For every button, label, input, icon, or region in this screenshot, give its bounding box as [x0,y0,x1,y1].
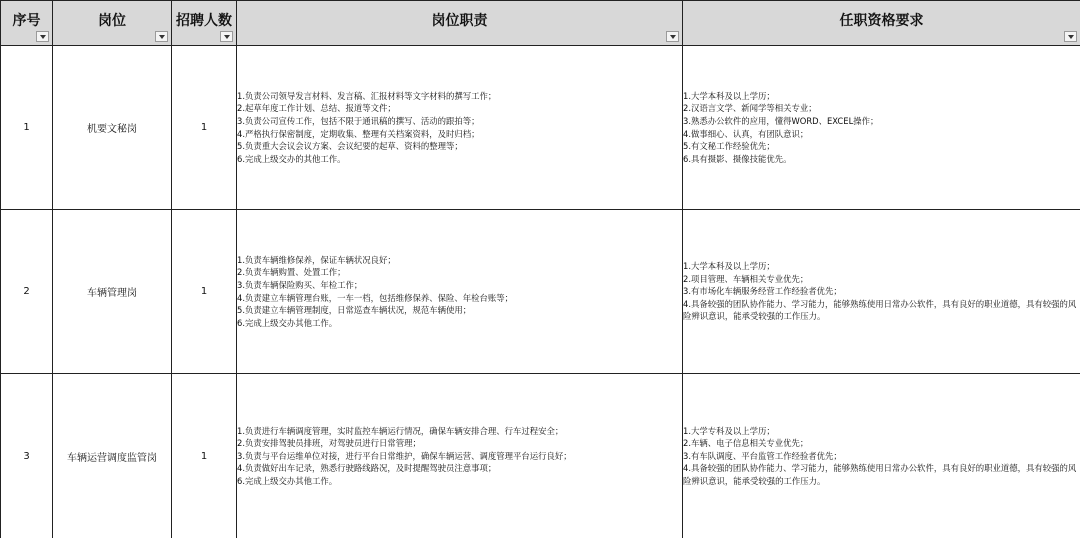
requirement-line: 2.项目管理、车辆相关专业优先； [683,273,809,284]
duty-line: 4.负责建立车辆管理台账，一车一档，包括维修保养、保险、年检台账等； [237,292,513,303]
chevron-down-icon [1068,35,1074,39]
cell-seq[interactable]: 2 [1,210,53,374]
requirement-line: 1.大学专科及以上学历； [683,425,775,436]
column-header-position[interactable] [53,1,172,46]
cell-requirements[interactable] [683,46,1080,210]
cell-requirements[interactable] [683,374,1080,538]
cell-count[interactable]: 1 [172,210,237,374]
requirement-line: 2.车辆、电子信息相关专业优先； [683,438,809,449]
cell-position[interactable]: 车辆管理岗 [53,210,172,374]
column-header-label: 任职资格要求 [839,13,924,29]
column-header-requirements[interactable] [683,1,1080,46]
chevron-down-icon [224,35,230,39]
chevron-down-icon [670,35,676,39]
requirement-line: 2.汉语言文学、新闻学等相关专业； [683,103,817,114]
duty-line: 3.负责车辆保险购买、年检工作； [237,279,363,290]
duty-line: 2.负责车辆购置、处置工作； [237,267,346,278]
cell-position[interactable]: 机要文秘岗 [53,46,172,210]
duty-line: 5.负责重大会议会议方案、会议纪要的起草、资料的整理等； [237,141,463,152]
cell-duties[interactable] [237,46,683,210]
header-row [1,1,1080,46]
duty-line: 2.起草年度工作计划、总结、报道等文件； [237,103,396,114]
table-row [1,210,1080,374]
requirement-line: 3.熟悉办公软件的应用，懂得WORD、EXCEL操作； [683,115,879,126]
table-row [1,374,1080,538]
cell-seq[interactable]: 1 [1,46,53,210]
cell-count[interactable]: 1 [172,374,237,538]
duty-line: 3.负责与平台运维单位对接，进行平台日常维护，确保车辆运营、调度管理平台运行良好； [237,450,572,461]
filter-dropdown-button[interactable] [36,31,49,42]
duty-line: 1.负责车辆维修保养，保证车辆状况良好； [237,254,396,265]
cell-count[interactable]: 1 [172,46,237,210]
duty-line: 4.严格执行保密制度，定期收集、整理有关档案资料，及时归档； [237,128,480,139]
duty-line: 6.完成上级交办其他工作。 [237,317,338,328]
requirement-line: 4.具备较强的团队协作能力、学习能力，能够熟练使用日常办公软件，具有良好的职业道德，具有较强的风险辨识意识，能承受较强的工作压力。 [683,298,1077,322]
duty-line: 4.负责做好出车记录，熟悉行驶路线路况，及时提醒驾驶员注意事项； [237,463,497,474]
requirement-line: 3.有车队调度、平台监管工作经验者优先； [683,450,842,461]
requirement-line: 5.有文秘工作经验优先； [683,141,775,152]
column-header-label: 岗位职责 [431,13,488,29]
cell-position[interactable]: 车辆运营调度监管岗 [53,374,172,538]
filter-dropdown-button[interactable] [1064,31,1077,42]
filter-dropdown-button[interactable] [220,31,233,42]
chevron-down-icon [40,35,46,39]
duty-line: 6.完成上级交办的其他工作。 [237,153,346,164]
duty-line: 1.负责进行车辆调度管理，实时监控车辆运行情况，确保车辆安排合理、行车过程安全； [237,425,564,436]
column-header-label: 招聘人数 [176,13,232,29]
table-row [1,46,1080,210]
requirement-line: 1.大学本科及以上学历； [683,90,775,101]
requirement-line: 4.具备较强的团队协作能力、学习能力，能够熟练使用日常办公软件，具有良好的职业道德，具有较强的风险辨识意识，能承受较强的工作压力。 [683,463,1077,486]
cell-requirements[interactable] [683,210,1080,374]
duty-line: 5.负责建立车辆管理制度，日常巡查车辆状况，规范车辆使用； [237,305,472,316]
duty-line: 2.负责安排驾驶员排班，对驾驶员进行日常管理； [237,438,421,449]
requirement-line: 3.有市场化车辆服务经营工作经验者优先； [683,286,842,297]
duty-line: 1.负责公司领导发言材料、发言稿、汇报材料等文字材料的撰写工作； [237,90,497,101]
cell-duties[interactable] [237,374,683,538]
duty-line: 6.完成上级交办其他工作。 [237,475,338,486]
cell-seq[interactable]: 3 [1,374,53,538]
column-header-label: 岗位 [98,13,126,29]
column-header-seq[interactable] [1,1,53,46]
column-header-duties[interactable] [237,1,683,46]
column-header-count[interactable] [172,1,237,46]
filter-dropdown-button[interactable] [666,31,679,42]
requirement-line: 6.具有摄影、摄像技能优先。 [683,153,792,164]
requirement-line: 1.大学本科及以上学历； [683,261,775,272]
column-header-label: 序号 [12,13,41,29]
chevron-down-icon [159,35,165,39]
filter-dropdown-button[interactable] [155,31,168,42]
duty-line: 3.负责公司宣传工作，包括不限于通讯稿的撰写、活动的跟拍等； [237,115,480,126]
cell-duties[interactable] [237,210,683,374]
requirement-line: 4.做事细心、认真，有团队意识； [683,128,809,139]
